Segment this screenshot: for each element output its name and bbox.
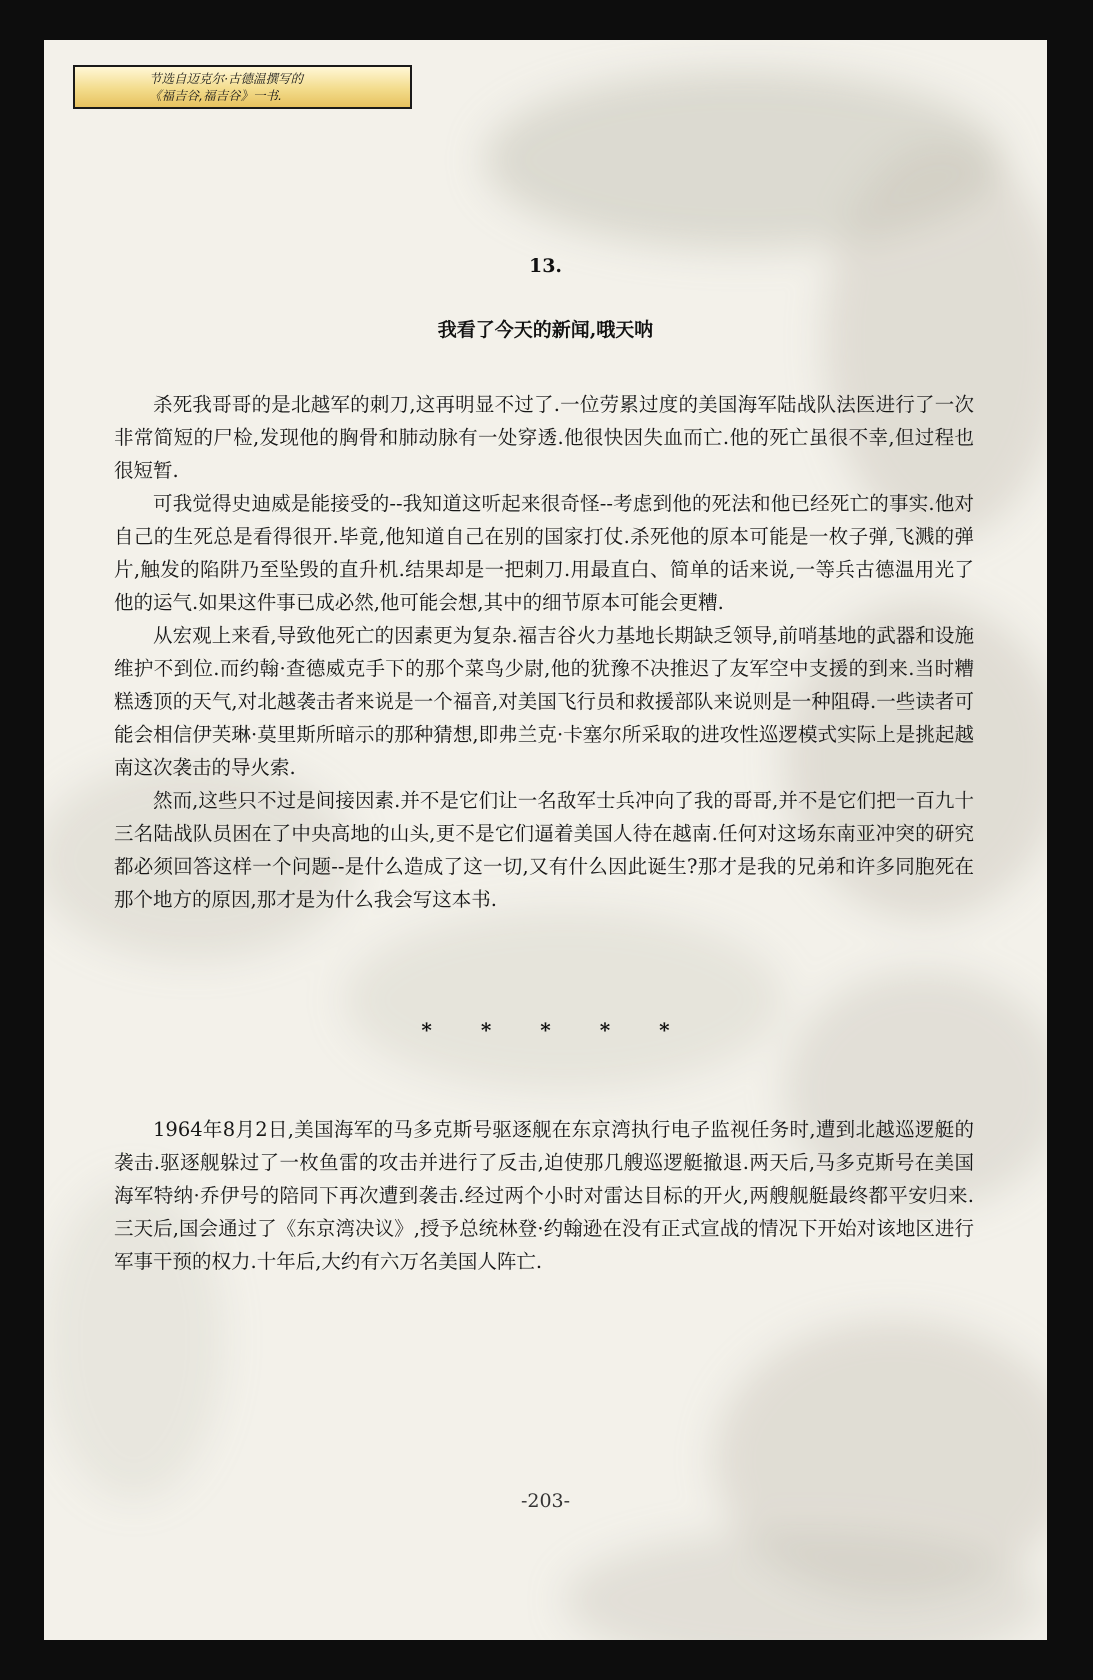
chapter-number: 13. xyxy=(528,255,563,277)
paragraph-3: 从宏观上来看,导致他死亡的因素更为复杂.福吉谷火力基地长期缺乏领导,前哨基地的武器和设施维护不到位.而约翰·查德威克手下的那个菜鸟少尉,他的犹豫不决推迟了友军空中支援的到来.当时糟糕透顶的天气,对北越袭击者来说是一个福音,对美国飞行员和救援部队来说则是一种阻碍.一些读者可能会相信伊芙琳·莫里斯所暗示的那种猜想,即弗兰克·卡塞尔所采取的进攻性巡逻模式实际上是挑起越南这次袭击的导火索. xyxy=(114,624,974,779)
caption-line-2: 《福吉谷,福吉谷》一书. xyxy=(149,88,282,103)
paragraph-1: 杀死我哥哥的是北越军的刺刀,这再明显不过了.一位劳累过度的美国海军陆战队法医进行了一次非常简短的尸检,发现他的胸骨和肺动脉有一处穿透.他很快因失血而亡.他的死亡虽很不幸,但过程也很短暂. xyxy=(114,393,974,482)
section-separator: * * * * * xyxy=(421,1018,670,1042)
comic-page xyxy=(44,40,1047,1640)
caption-line-1: 节选自迈克尔·古德温撰写的 xyxy=(149,71,303,86)
paragraph-2: 可我觉得史迪威是能接受的--我知道这听起来很奇怪--考虑到他的死法和他已经死亡的事实.他对自己的生死总是看得很开.毕竟,他知道自己在别的国家打仗.杀死他的原本可能是一枚子弹,飞溅的弹片,触发的陷阱乃至坠毁的直升机.结果却是一把刺刀.用最直白、简单的话来说,一等兵古德温用光了他的运气.如果这件事已成必然,他可能会想,其中的细节原本可能会更糟. xyxy=(114,492,974,614)
chapter-title: 我看了今天的新闻,哦天呐 xyxy=(437,319,654,341)
page-number: -203- xyxy=(520,1490,571,1512)
body-text xyxy=(114,388,974,916)
paragraph-4: 然而,这些只不过是间接因素.并不是它们让一名敌军士兵冲向了我的哥哥,并不是它们把一百九十三名陆战队员困在了中央高地的山头,更不是它们逼着美国人待在越南.任何对这场东南亚冲突的研究都必须回答这样一个问题--是什么造成了这一切,又有什么因此诞生?那才是我的兄弟和许多同胞死在那个地方的原因,那才是为什么我会写这本书. xyxy=(114,789,974,911)
caption-box xyxy=(73,65,412,109)
history-text xyxy=(114,1113,974,1278)
history-paragraph: 1964年8月2日,美国海军的马多克斯号驱逐舰在东京湾执行电子监视任务时,遭到北越巡逻艇的袭击.驱逐舰躲过了一枚鱼雷的攻击并进行了反击,迫使那几艘巡逻艇撤退.两天后,马多克斯号在美国海军特纳·乔伊号的陪同下再次遭到袭击.经过两个小时对雷达目标的开火,两艘舰艇最终都平安归来.三天后,国会通过了《东京湾决议》,授予总统林登·约翰逊在没有正式宣战的情况下开始对该地区进行军事干预的权力.十年后,大约有六万名美国人阵亡. xyxy=(114,1118,974,1273)
